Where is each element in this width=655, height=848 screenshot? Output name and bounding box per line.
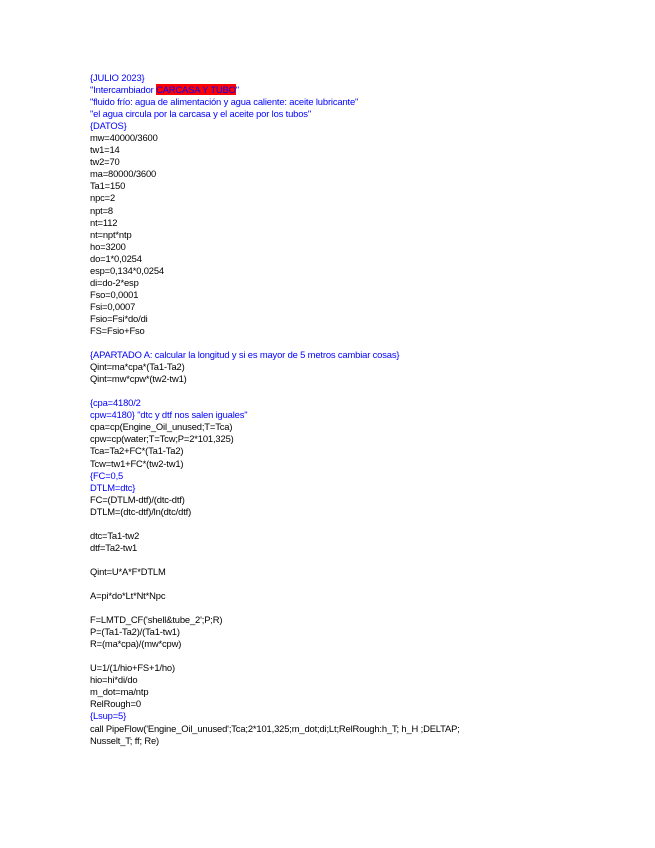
- fc-comment: {FC=0,5: [90, 469, 124, 481]
- code-line: F=LMTD_CF('shell&tube_2';P;R): [90, 614, 223, 626]
- code-line: FC=(DTLM-dtf)/(dtc-dtf): [90, 493, 185, 505]
- dtlm-comment: DTLM=dtc}: [90, 481, 136, 493]
- code-line: Ta1=150: [90, 180, 126, 192]
- code-line: Fso=0,0001: [90, 288, 139, 300]
- title-suffix: ": [235, 84, 239, 96]
- code-line: tw1=14: [90, 144, 120, 156]
- datos-list: [90, 132, 630, 337]
- description-line-2: "el agua circula por la carcasa y el aceite por los tubos": [90, 108, 311, 120]
- cpw-comment-line: [90, 409, 630, 421]
- code-line: Qint=U*A*F*DTLM: [90, 565, 166, 577]
- code-line: nt=npt*ntp: [90, 228, 132, 240]
- document-body: [90, 72, 630, 747]
- description-line-1: "fluido frío: agua de alimentación y agua caliente: aceite lubricante": [90, 96, 359, 108]
- code-line: P=(Ta1-Ta2)/(Ta1-tw1): [90, 626, 180, 638]
- dtc-dtf-note: "dtc y dtf nos salen iguales": [134, 409, 248, 421]
- apartado-a-comment: {APARTADO A: calcular la longitud y si es mayor de 5 metros cambiar cosas}: [90, 349, 400, 361]
- lsup-comment: {Lsup=5}: [90, 710, 127, 722]
- blank-line: [90, 385, 630, 397]
- code-line: di=do-2*esp: [90, 276, 139, 288]
- code-line: npt=8: [90, 204, 113, 216]
- code-line: npc=2: [90, 192, 116, 204]
- pipeflow-call-line-1: call PipeFlow('Engine_Oil_unused';Tca;2*101,325;m_dot;di;Lt;RelRough:h_T; h_H ;DELTAP;: [90, 722, 460, 734]
- code-line: Qint=ma*cpa*(Ta1-Ta2): [90, 361, 185, 373]
- code-line: tw2=70: [90, 156, 120, 168]
- code-line: hio=hi*di/do: [90, 674, 138, 686]
- code-line: m_dot=ma/ntp: [90, 686, 149, 698]
- code-line: mw=40000/3600: [90, 132, 158, 144]
- code-line: esp=0,134*0,0254: [90, 264, 164, 276]
- code-line: FS=Fsio+Fso: [90, 324, 145, 336]
- code-line: R=(ma*cpa)/(mw*cpw): [90, 638, 182, 650]
- title-prefix: "Intercambiador: [90, 84, 157, 96]
- code-line: U=1/(1/hio+FS+1/ho): [90, 662, 175, 674]
- blank-line: [90, 518, 630, 530]
- code-line: ho=3200: [90, 240, 126, 252]
- code-line: cpa=cp(Engine_Oil_unused;T=Tca): [90, 421, 233, 433]
- code-line: Fsio=Fsi*do/di: [90, 312, 148, 324]
- code-line: do=1*0,0254: [90, 252, 142, 264]
- blank-line: [90, 602, 630, 614]
- code-line: dtc=Ta1-tw2: [90, 529, 140, 541]
- code-line: nt=112: [90, 216, 118, 228]
- datos-comment: {DATOS}: [90, 120, 127, 132]
- code-line: Fsi=0,0007: [90, 300, 136, 312]
- code-line: Qint=mw*cpw*(tw2-tw1): [90, 373, 187, 385]
- pipeflow-call-line-2: Nusselt_T; ff; Re): [90, 734, 160, 746]
- blank-line: [90, 578, 630, 590]
- code-line: ma=80000/3600: [90, 168, 157, 180]
- date-comment: {JULIO 2023}: [90, 72, 145, 83]
- code-line: cpw=cp(water;T=Tcw;P=2*101,325): [90, 433, 234, 445]
- code-line: dtf=Ta2-tw1: [90, 541, 138, 553]
- code-line: Tcw=tw1+FC*(tw2-tw1): [90, 457, 184, 469]
- code-line: A=pi*do*Lt*Nt*Npc: [90, 590, 166, 602]
- cpa-comment: {cpa=4180/2: [90, 397, 141, 409]
- title-highlight: CARCASA Y TUBO: [156, 84, 236, 96]
- code-line: DTLM=(dtc-dtf)/ln(dtc/dtf): [90, 505, 192, 517]
- blank-line: [90, 554, 630, 566]
- code-line: RelRough=0: [90, 698, 141, 710]
- title-line: [90, 84, 630, 96]
- blank-line: [90, 650, 630, 662]
- cpw-comment: cpw=4180}: [90, 409, 135, 421]
- blank-line: [90, 337, 630, 349]
- code-line: Tca=Ta2+FC*(Ta1-Ta2): [90, 445, 184, 457]
